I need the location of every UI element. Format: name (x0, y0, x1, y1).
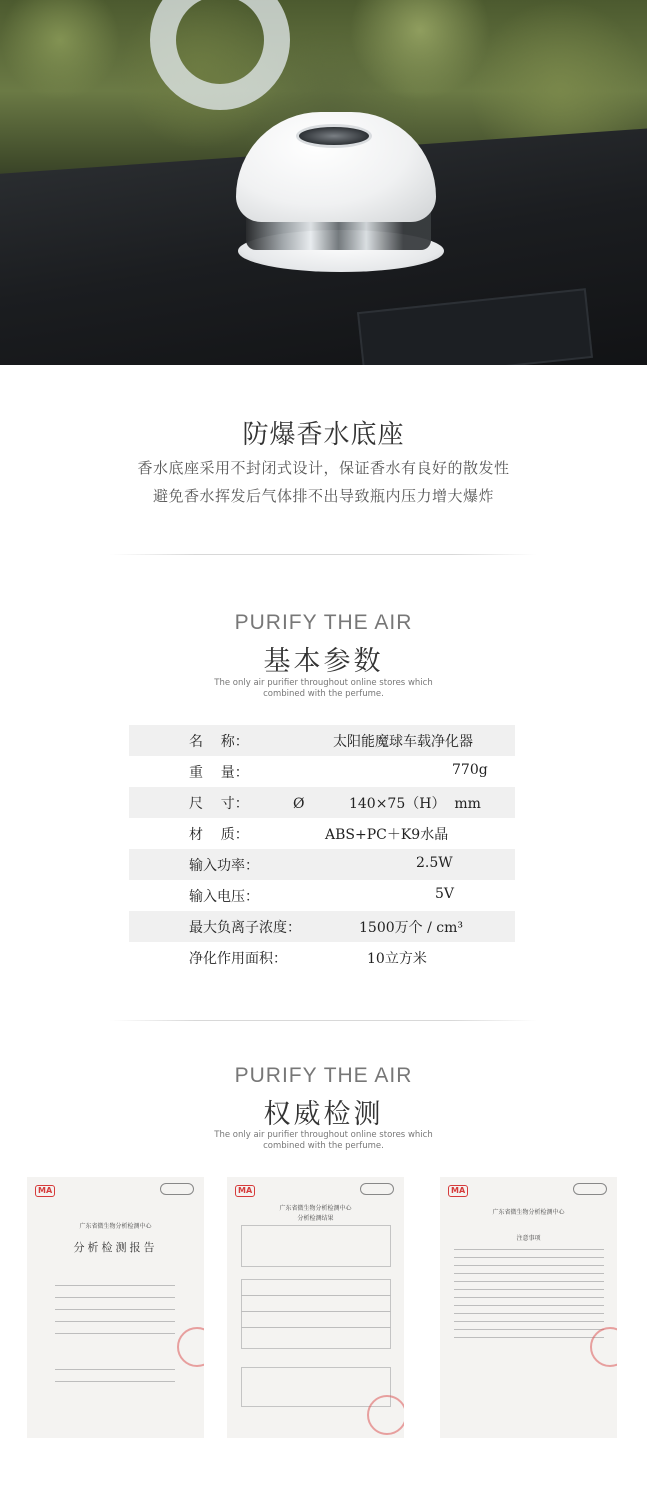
hero-photo (0, 0, 647, 365)
spec-row (129, 756, 515, 787)
text-line (55, 1333, 175, 1334)
spec-key: 重 量： (189, 765, 249, 781)
test-report-cover[interactable] (27, 1177, 204, 1438)
spec-value: 1500万个 / cm³ (359, 920, 463, 936)
remarks-box (241, 1367, 391, 1407)
text-line (454, 1297, 604, 1298)
cma-mark: MA (35, 1185, 55, 1197)
official-stamp-icon (590, 1327, 617, 1367)
text-line (241, 1327, 391, 1328)
spec-row (129, 911, 515, 942)
spec-key: 尺 寸： (189, 796, 249, 812)
explosion-proof-title: 防爆香水底座 (242, 420, 405, 450)
cma-mark: MA (235, 1185, 255, 1197)
text-line (454, 1257, 604, 1258)
section-subtitle-1: The only air purifier throughout online stores which (214, 678, 433, 688)
cert-subheader: 分析检测结果 (297, 1215, 334, 1222)
spec-value: ABS+PC＋K9水晶 (325, 827, 449, 843)
spec-row (129, 849, 515, 880)
spec-value: 770g (452, 762, 488, 778)
spec-key: 输入电压： (189, 889, 259, 905)
spec-value: Ø 140×75（H） mm (293, 796, 481, 812)
text-line (55, 1381, 175, 1382)
cert-header: 广东省微生物分析检测中心 (492, 1209, 565, 1216)
text-line (454, 1337, 604, 1338)
section-en-title: PURIFY THE AIR (234, 611, 413, 634)
spec-key: 名 称： (189, 734, 249, 750)
spec-row (129, 818, 515, 849)
section-cn-title: 基本参数 (263, 646, 384, 677)
section-cn-title: 权威检测 (263, 1099, 384, 1130)
text-line (454, 1273, 604, 1274)
certification-logo-icon (160, 1183, 194, 1195)
test-report-results[interactable] (227, 1177, 404, 1438)
text-line (454, 1289, 604, 1290)
text-line (55, 1285, 175, 1286)
section-divider (110, 1020, 537, 1021)
text-line (454, 1305, 604, 1306)
results-table (241, 1279, 391, 1349)
text-line (241, 1311, 391, 1312)
air-purifier-product (226, 112, 442, 272)
cert-header: 广东省微生物分析检测中心 (279, 1205, 352, 1212)
text-line (454, 1321, 604, 1322)
spec-value: 5V (435, 886, 455, 902)
official-stamp-icon (367, 1395, 404, 1435)
spec-value: 10立方米 (367, 951, 427, 967)
certification-logo-icon (360, 1183, 394, 1195)
section-subtitle-2: combined with the perfume. (263, 689, 384, 699)
spec-table (129, 725, 515, 973)
text-line (55, 1369, 175, 1370)
product-top-cap (296, 124, 372, 148)
text-line (454, 1313, 604, 1314)
official-stamp-icon (177, 1327, 204, 1367)
spec-key: 净化作用面积： (189, 951, 287, 967)
spec-row (129, 942, 515, 973)
text-line (55, 1321, 175, 1322)
text-line (454, 1281, 604, 1282)
spec-row (129, 880, 515, 911)
cert-title: 分析检测报告 (73, 1241, 158, 1254)
spec-key: 材 质： (189, 827, 249, 843)
spec-value: 2.5W (416, 855, 453, 871)
section-divider (110, 554, 537, 555)
text-line (55, 1297, 175, 1298)
section-en-title: PURIFY THE AIR (234, 1064, 413, 1087)
description-line-2: 避免香水挥发后气体排不出导致瓶内压力增大爆炸 (152, 487, 494, 505)
section-subtitle-1: The only air purifier throughout online stores which (214, 1130, 433, 1140)
text-line (55, 1309, 175, 1310)
spec-key: 输入功率： (189, 858, 259, 874)
info-table (241, 1225, 391, 1267)
spec-row (129, 787, 515, 818)
text-line (454, 1249, 604, 1250)
spec-value: 太阳能魔球车载净化器 (333, 734, 473, 750)
text-line (454, 1265, 604, 1266)
section-subtitle-2: combined with the perfume. (263, 1141, 384, 1151)
cert-subheader: 注意事项 (516, 1235, 541, 1242)
text-line (241, 1295, 391, 1296)
description-line-1: 香水底座采用不封闭式设计，保证香水有良好的散发性 (137, 459, 510, 477)
test-report-notes[interactable] (440, 1177, 617, 1438)
spec-key: 最大负离子浓度： (189, 920, 301, 936)
cma-mark: MA (448, 1185, 468, 1197)
certification-logo-icon (573, 1183, 607, 1195)
cert-header: 广东省微生物分析检测中心 (79, 1223, 152, 1230)
spec-row (129, 725, 515, 756)
text-line (454, 1329, 604, 1330)
